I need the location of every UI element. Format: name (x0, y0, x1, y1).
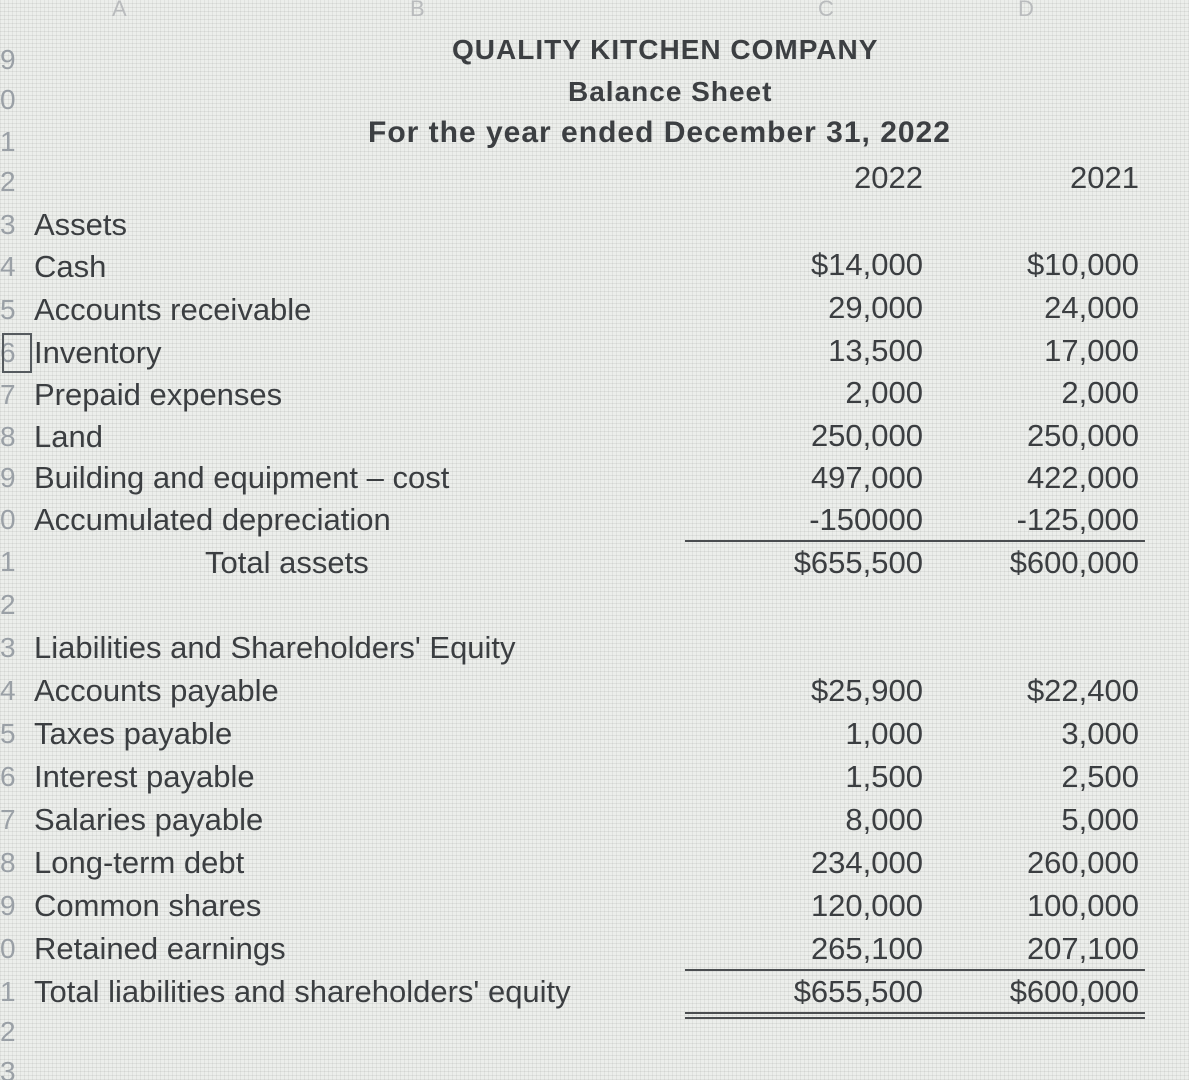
value-2022-inventory[interactable]: 13,500 (828, 333, 923, 368)
liabilities-heading[interactable]: Liabilities and Shareholders' Equity (34, 630, 516, 665)
label-building-equipment-cost[interactable]: Building and equipment – cost (34, 460, 450, 495)
value-2022-building-equipment-cost[interactable]: 497,000 (810, 460, 923, 495)
row-number[interactable]: 3 (0, 1056, 16, 1080)
label-long-term-debt[interactable]: Long-term debt (34, 845, 245, 880)
column-header-a[interactable]: A (112, 0, 127, 21)
value-2021-retained-earnings[interactable]: 207,100 (1026, 931, 1139, 966)
row-number[interactable]: 4 (0, 251, 16, 282)
label-interest-payable[interactable]: Interest payable (34, 759, 255, 794)
label-accounts-receivable[interactable]: Accounts receivable (34, 292, 312, 327)
value-2022-common-shares[interactable]: 120,000 (810, 888, 923, 923)
label-inventory[interactable]: Inventory (34, 335, 162, 370)
label-total-assets[interactable]: Total assets (205, 545, 369, 580)
column-header-c[interactable]: C (818, 0, 834, 21)
value-2022-total-liabilities-equity[interactable]: $655,500 (793, 974, 923, 1009)
value-2022-interest-payable[interactable]: 1,500 (845, 759, 923, 794)
row-number[interactable]: 5 (0, 718, 16, 749)
label-cash[interactable]: Cash (34, 249, 107, 284)
value-2021-prepaid-expenses[interactable]: 2,000 (1061, 375, 1139, 410)
value-2021-total-liabilities-equity[interactable]: $600,000 (1009, 974, 1139, 1009)
value-2022-accounts-payable[interactable]: $25,900 (810, 673, 923, 708)
row-number[interactable]: 1 (0, 126, 16, 157)
value-2022-total-assets[interactable]: $655,500 (793, 545, 923, 580)
subtotal-rule (685, 969, 1145, 971)
label-taxes-payable[interactable]: Taxes payable (34, 716, 233, 751)
company-name[interactable]: QUALITY KITCHEN COMPANY (452, 34, 879, 65)
statement-period[interactable]: For the year ended December 31, 2022 (368, 116, 951, 149)
statement-title[interactable]: Balance Sheet (568, 76, 773, 107)
row-number[interactable]: 5 (0, 294, 16, 325)
row-number[interactable]: 3 (0, 209, 16, 240)
row-number[interactable]: 3 (0, 632, 16, 663)
value-2022-retained-earnings[interactable]: 265,100 (810, 931, 923, 966)
value-2022-land[interactable]: 250,000 (810, 418, 923, 453)
row-number[interactable]: 1 (0, 976, 16, 1007)
value-2022-accumulated-depreciation[interactable]: -150000 (809, 502, 923, 537)
value-2021-interest-payable[interactable]: 2,500 (1061, 759, 1139, 794)
double-underline-bottom (685, 1017, 1145, 1019)
row-number[interactable]: 9 (0, 890, 16, 921)
label-accumulated-depreciation[interactable]: Accumulated depreciation (34, 502, 391, 537)
subtotal-rule (685, 540, 1145, 542)
label-total-liabilities-equity[interactable]: Total liabilities and shareholders' equity (34, 974, 571, 1009)
row-number[interactable]: 9 (0, 462, 16, 493)
label-common-shares[interactable]: Common shares (34, 888, 262, 923)
row-number[interactable]: 8 (0, 847, 16, 878)
row-number[interactable]: 0 (0, 504, 16, 535)
double-underline-top (685, 1012, 1145, 1014)
value-2021-accounts-payable[interactable]: $22,400 (1026, 673, 1139, 708)
year-2022-header[interactable]: 2022 (854, 160, 923, 195)
value-2021-accounts-receivable[interactable]: 24,000 (1044, 290, 1139, 325)
row-number[interactable]: 8 (0, 421, 16, 452)
row-number[interactable]: 2 (0, 1016, 16, 1047)
row-number[interactable]: 6 (0, 337, 16, 368)
row-number[interactable]: 9 (0, 44, 16, 75)
value-2022-salaries-payable[interactable]: 8,000 (845, 802, 923, 837)
label-accounts-payable[interactable]: Accounts payable (34, 673, 279, 708)
value-2021-inventory[interactable]: 17,000 (1044, 333, 1139, 368)
row-number[interactable]: 1 (0, 546, 16, 577)
value-2021-long-term-debt[interactable]: 260,000 (1026, 845, 1139, 880)
row-number[interactable]: 2 (0, 166, 16, 197)
value-2022-long-term-debt[interactable]: 234,000 (810, 845, 923, 880)
value-2021-building-equipment-cost[interactable]: 422,000 (1026, 460, 1139, 495)
value-2022-accounts-receivable[interactable]: 29,000 (828, 290, 923, 325)
value-2021-land[interactable]: 250,000 (1026, 418, 1139, 453)
row-number[interactable]: 0 (0, 84, 16, 115)
label-salaries-payable[interactable]: Salaries payable (34, 802, 264, 837)
label-retained-earnings[interactable]: Retained earnings (34, 931, 286, 966)
column-header-d[interactable]: D (1018, 0, 1034, 21)
value-2022-taxes-payable[interactable]: 1,000 (845, 716, 923, 751)
value-2021-total-assets[interactable]: $600,000 (1009, 545, 1139, 580)
assets-heading[interactable]: Assets (34, 207, 128, 242)
selected-cell-indicator (2, 333, 32, 373)
year-2021-header[interactable]: 2021 (1070, 160, 1139, 195)
value-2021-cash[interactable]: $10,000 (1026, 247, 1139, 282)
row-number[interactable]: 0 (0, 933, 16, 964)
row-number[interactable]: 7 (0, 379, 16, 410)
row-number[interactable]: 4 (0, 675, 16, 706)
column-header-b[interactable]: B (410, 0, 425, 21)
value-2021-salaries-payable[interactable]: 5,000 (1061, 802, 1139, 837)
label-prepaid-expenses[interactable]: Prepaid expenses (34, 377, 283, 412)
value-2021-common-shares[interactable]: 100,000 (1026, 888, 1139, 923)
label-land[interactable]: Land (34, 419, 103, 454)
row-number[interactable]: 7 (0, 804, 16, 835)
value-2021-taxes-payable[interactable]: 3,000 (1061, 716, 1139, 751)
value-2022-prepaid-expenses[interactable]: 2,000 (845, 375, 923, 410)
value-2022-cash[interactable]: $14,000 (810, 247, 923, 282)
row-number[interactable]: 2 (0, 589, 16, 620)
value-2021-accumulated-depreciation[interactable]: -125,000 (1016, 502, 1139, 537)
row-number[interactable]: 6 (0, 761, 16, 792)
